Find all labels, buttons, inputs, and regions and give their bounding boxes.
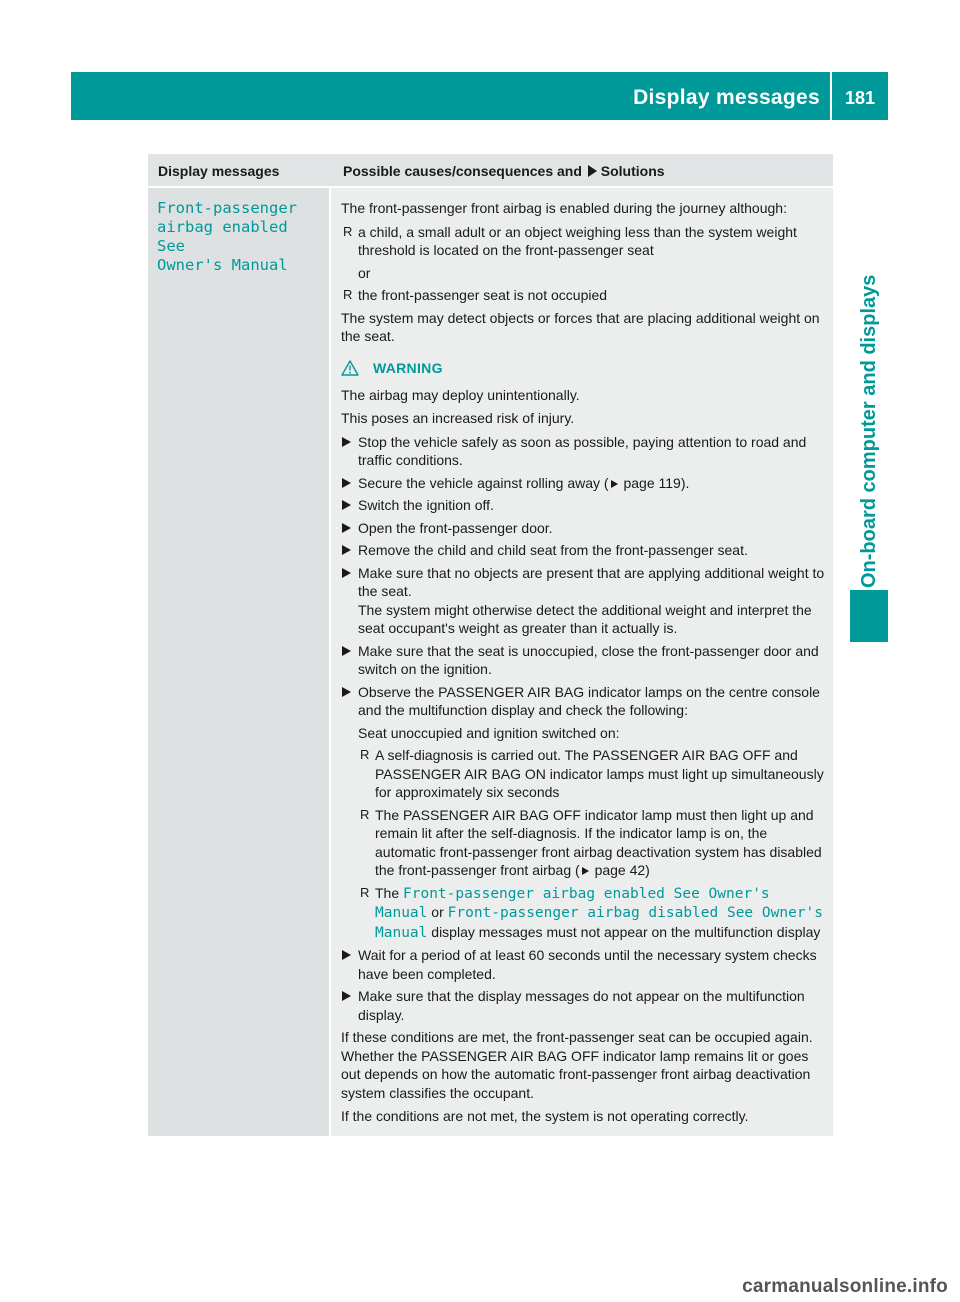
step-arrow-icon (342, 687, 351, 697)
table-header (148, 154, 833, 188)
column-header-solutions-label: Solutions (600, 163, 665, 179)
bullet-icon: R (343, 223, 353, 239)
outro-text: If the conditions are not met, the system is not operating correctly. (341, 1108, 749, 1124)
watermark: carmanualsonline.info (742, 1276, 948, 1297)
step-item: Wait for a period of at least 60 seconds until the necessary system checks have been completed. (341, 946, 825, 983)
page-reference-icon (611, 480, 618, 488)
step-item: Open the front-passenger door. (341, 519, 825, 538)
step-item: Remove the child and child seat from the front-passenger seat. (341, 541, 825, 560)
message-cell (148, 188, 331, 1136)
step-arrow-icon (342, 500, 351, 510)
step-item: Stop the vehicle safely as soon as possible, paying attention to road and traffic conditions. (341, 433, 825, 470)
bullet-icon: R (360, 747, 370, 762)
outro-text: If these conditions are met, the front-passenger seat can be occupied again. Whether the PASSENGER AIR BAG OFF indicator lamp remains lit or goes out depends on how the automatic front-passenger front airbag deactivation system classifies the occupant. (341, 1029, 813, 1101)
page-reference[interactable]: page 42 (594, 862, 646, 878)
column-header-causes: Possible causes/consequences and (343, 163, 582, 179)
warning-text: The airbag may deploy unintentionally. (341, 386, 580, 403)
step-arrow-icon (342, 950, 351, 960)
step-arrow-icon (342, 437, 351, 447)
step-item: Make sure that no objects are present that are applying additional weight to the seat. The system might otherwise detect the additional weight and interpret the seat occupant's weight as greater than it actually is. (341, 564, 825, 638)
step-arrow-icon (342, 646, 351, 656)
step-arrow-icon (342, 545, 351, 555)
system-note: The system may detect objects or forces that are placing additional weight on the seat. (341, 309, 820, 344)
display-message-line-1: Front-passenger (157, 199, 297, 217)
step-arrow-icon (342, 523, 351, 533)
display-message-inline: Front-passenger airbag enabled See Owner's Manual (375, 885, 770, 921)
step-item: Secure the vehicle against rolling away ( page 119). (341, 474, 825, 493)
step-item: Make sure that the display messages do not appear on the multifunction display. (341, 987, 825, 1024)
page-reference[interactable]: page 119 (623, 474, 681, 491)
list-item: R a child, a small adult or an object weighing less than the system weight threshold is located on the front-passenger seat (343, 223, 797, 258)
column-header-messages: Display messages (158, 163, 280, 179)
step-arrow-icon (342, 478, 351, 488)
display-messages-table (148, 154, 833, 1136)
list-item: R the front-passenger seat is not occupied (343, 287, 608, 303)
warning-label: WARNING (373, 359, 443, 376)
step-arrow-icon (342, 568, 351, 578)
display-message-line-3: Owner's Manual (157, 256, 288, 274)
column-header-solutions (331, 154, 833, 186)
step-item: Switch the ignition off. (341, 496, 825, 515)
solutions-cell (331, 188, 833, 1136)
table-row (148, 188, 833, 1136)
bullet-icon: R (360, 806, 370, 822)
step-sub-heading: Seat unoccupied and ignition switched on: (358, 724, 620, 741)
chapter-tab-label: On-board computer and displays (858, 274, 880, 588)
warning-heading (341, 360, 825, 376)
list-item: R A self-diagnosis is carried out. The PASSENGER AIR BAG OFF and PASSENGER AIR BAG ON indicator lamps must light up simultaneously for approximately six seconds (360, 747, 824, 800)
action-arrow-icon (588, 165, 597, 177)
step-item: Make sure that the seat is unoccupied, close the front-passenger door and switch on the ignition. (341, 642, 825, 679)
chapter-tab-marker (850, 590, 888, 642)
intro-text: The front-passenger front airbag is enabled during the journey although: (341, 200, 787, 216)
list-item: R The PASSENGER AIR BAG OFF indicator lamp must then light up and remain lit after the self-diagnosis. If the indicator lamp is on, the automatic front-passenger front airbag deactivation system has disabled the front-passenger front airbag ( page 42) (360, 806, 822, 878)
bullet-icon: R (360, 884, 370, 900)
step-item: Observe the PASSENGER AIR BAG indicator lamps on the centre console and the multifunction display and check the following: Seat unoccupied and ignition switched on: (341, 683, 825, 743)
or-text: or (358, 264, 371, 281)
page-header (71, 72, 888, 120)
page-reference-icon (582, 867, 589, 875)
warning-triangle-icon (341, 360, 359, 376)
step-arrow-icon (342, 991, 351, 1001)
page-number: 181 (844, 88, 876, 108)
display-message-line-2: airbag enabled See (157, 218, 288, 255)
section-title: Display messages (633, 86, 820, 109)
warning-text: This poses an increased risk of injury. (341, 410, 575, 426)
bullet-icon: R (343, 287, 353, 302)
list-item: R The Front-passenger airbag enabled See Owner's Manual or Front-passenger airbag disabled See Owner's Manual display messages must not appear on the multifunction display (360, 884, 824, 941)
display-message-inline: Front-passenger airbag disabled See Owner's Manual (375, 905, 824, 941)
step-note: The system might otherwise detect the additional weight and interpret the seat occupant's weight as greater than it actually is. (358, 601, 812, 636)
